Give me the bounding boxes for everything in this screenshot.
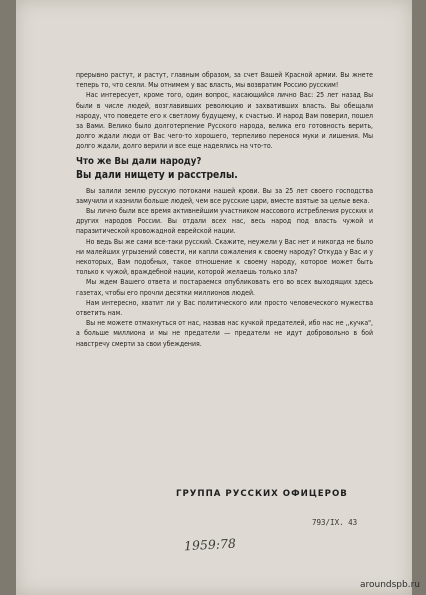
paragraph: Вы лично были все время активнейшим участником массового истребления русских и других народов России. Вы отдали всех нас, весь народ под власть чужой и паразитической кровожадной еврейской нации. [76, 207, 373, 236]
heading-question: Что же Вы дали народу? [76, 155, 202, 167]
paragraph: прерывно растут, и растут, главным образом, за счет Вашей Красной армии. Вы жнете теперь то, что сеяли. Мы отнимем у вас власть, мы возвратим Россию русским! [76, 71, 373, 90]
leaflet-text [76, 70, 373, 349]
archive-mark: 1959:78 [183, 535, 237, 554]
paragraph: Нам интересно, хватит ли у Вас политического или просто человеческого мужества ответить нам. [76, 298, 373, 318]
print-code: 793/IX. 43 [312, 518, 358, 527]
heading-answer: Вы дали нищету и расстрелы. [76, 169, 238, 181]
paragraph: Нас интересует, кроме того, один вопрос, касающийся лично Вас: 25 лет назад Вы были в числе людей, возглавивших революцию и захвативших власть. Вы обещали народу, что поведете его к светлому будущему, к счастью. И народ Вам поверил, пошел за Вами. Велико было долготерпение Русского народа, велика его готовность верить, долго ждали люди от Вас чего-то хорошего, терпеливо перенося муки и лишения. Мы долго ждали, долго верили и все еще надеялись на что-то. [76, 91, 373, 151]
site-link[interactable]: aroundspb.ru [359, 580, 420, 590]
paragraph: Вы залили землю русскую потоками нашей крови. Вы за 25 лет своего господства замучили и казнили больше людей, чем все русские цари, вместе взятые за целые века. [76, 186, 373, 205]
leaflet-page [16, 0, 412, 595]
paragraph: Но ведь Вы же сами все-таки русский. Скажите, неужели у Вас нет и никогда не было ни малейших угрызений совести, ни капли сожаления к своему народу? Откуда у Вас и у некоторых, Вам подобных, такое отношение к своему народу, которое может быть только к чужой, враждебной нации, которой желаешь только зла? [76, 237, 373, 277]
paragraph: Мы ждем Вашего ответа и постараемся опубликовать его во всех выходящих здесь газетах, чтобы его прочли десятки миллионов людей. [76, 278, 373, 297]
signature: ГРУППА РУССКИХ ОФИЦЕРОВ [176, 489, 348, 499]
paragraph: Вы не можете отмахнуться от нас, назвав нас кучкой предателей, ибо нас не ,,кучка", а больше миллиона и мы не предатели — предатели не идут добровольно в бой навстречу смерти за свои убеждения. [76, 319, 373, 348]
